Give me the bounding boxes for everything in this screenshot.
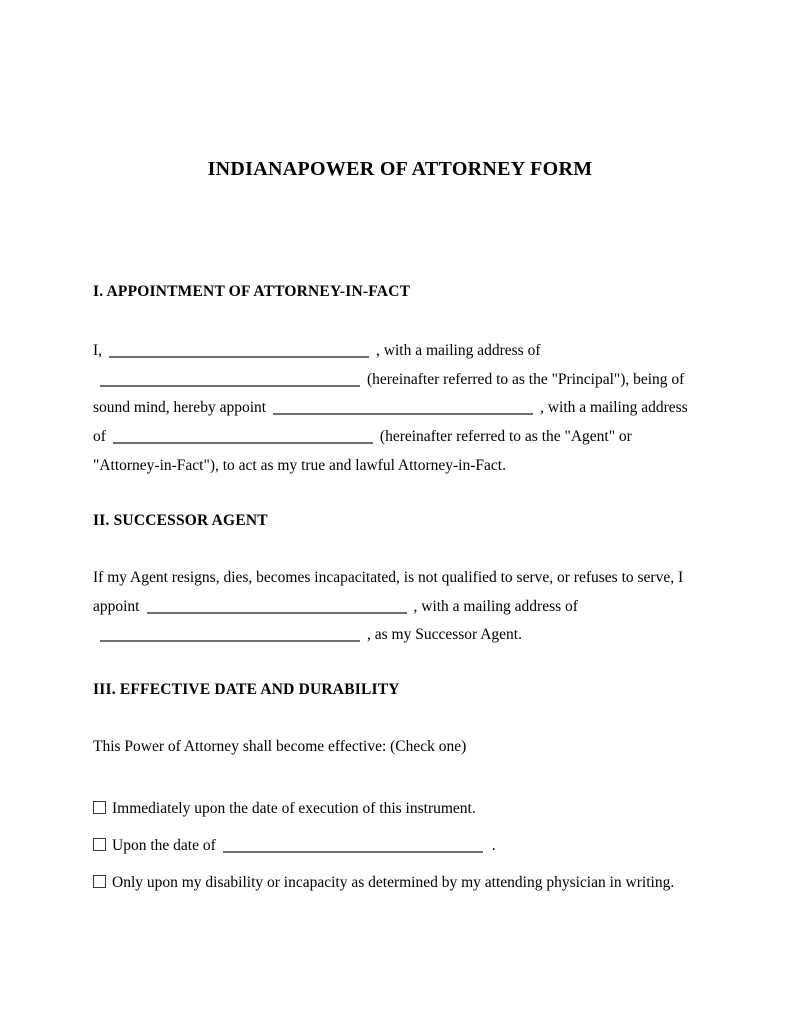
line-text: If my Agent resigns, dies, becomes incapacitated, is not qualified to serve, or refuses to serve, I: [93, 569, 684, 586]
successor-agent-address-field[interactable]: [100, 628, 360, 642]
line-text: I,: [93, 342, 103, 359]
option-label: Immediately upon the date of execution of this instrument.: [112, 800, 476, 817]
form-line: [93, 370, 753, 390]
agent-name-field[interactable]: [273, 401, 533, 415]
section-heading-successor: II. SUCCESSOR AGENT: [93, 512, 268, 529]
section-heading-appointment: I. APPOINTMENT OF ATTORNEY-IN-FACT: [93, 283, 411, 300]
option-row-upon-date: [93, 836, 753, 856]
form-line: [93, 568, 753, 588]
section-heading-effective-date: III. EFFECTIVE DATE AND DURABILITY: [93, 681, 400, 698]
effective-date-field[interactable]: [223, 839, 483, 853]
principal-name-field[interactable]: [109, 344, 369, 358]
form-line: [93, 398, 753, 418]
form-line: [93, 427, 753, 447]
option-label: Upon the date of: [112, 837, 216, 854]
line-text: , as my Successor Agent.: [367, 626, 522, 643]
checkbox-upon-date[interactable]: [93, 838, 106, 851]
form-line: [93, 625, 753, 645]
line-text: This Power of Attorney shall become effective: (Check one): [93, 738, 467, 755]
line-text: , with a mailing address: [540, 399, 688, 416]
line-text: appoint: [93, 598, 140, 615]
form-line: [93, 341, 753, 361]
line-text: , with a mailing address of: [376, 342, 541, 359]
line-text: , with a mailing address of: [413, 598, 578, 615]
line-text: sound mind, hereby appoint: [93, 399, 267, 416]
form-title: INDIANAPOWER OF ATTORNEY FORM: [207, 158, 593, 180]
checkbox-disability[interactable]: [93, 875, 106, 888]
principal-address-field[interactable]: [100, 373, 360, 387]
option-label: Only upon my disability or incapacity as determined by my attending physician in writing.: [112, 874, 675, 891]
option-label: .: [491, 837, 496, 854]
option-row-immediately: [93, 799, 753, 819]
line-text: of: [93, 428, 106, 445]
form-line: [93, 597, 753, 617]
form-line: [93, 456, 753, 476]
line-text: "Attorney-in-Fact"), to act as my true and lawful Attorney-in-Fact.: [93, 457, 506, 474]
line-text: (hereinafter referred to as the "Principal"), being of: [367, 371, 685, 388]
checkbox-immediately[interactable]: [93, 801, 106, 814]
option-row-disability: [93, 873, 753, 893]
successor-agent-name-field[interactable]: [147, 600, 407, 614]
line-text: (hereinafter referred to as the "Agent" or: [379, 428, 632, 445]
agent-address-field[interactable]: [113, 430, 373, 444]
effective-date-intro: [93, 737, 753, 757]
